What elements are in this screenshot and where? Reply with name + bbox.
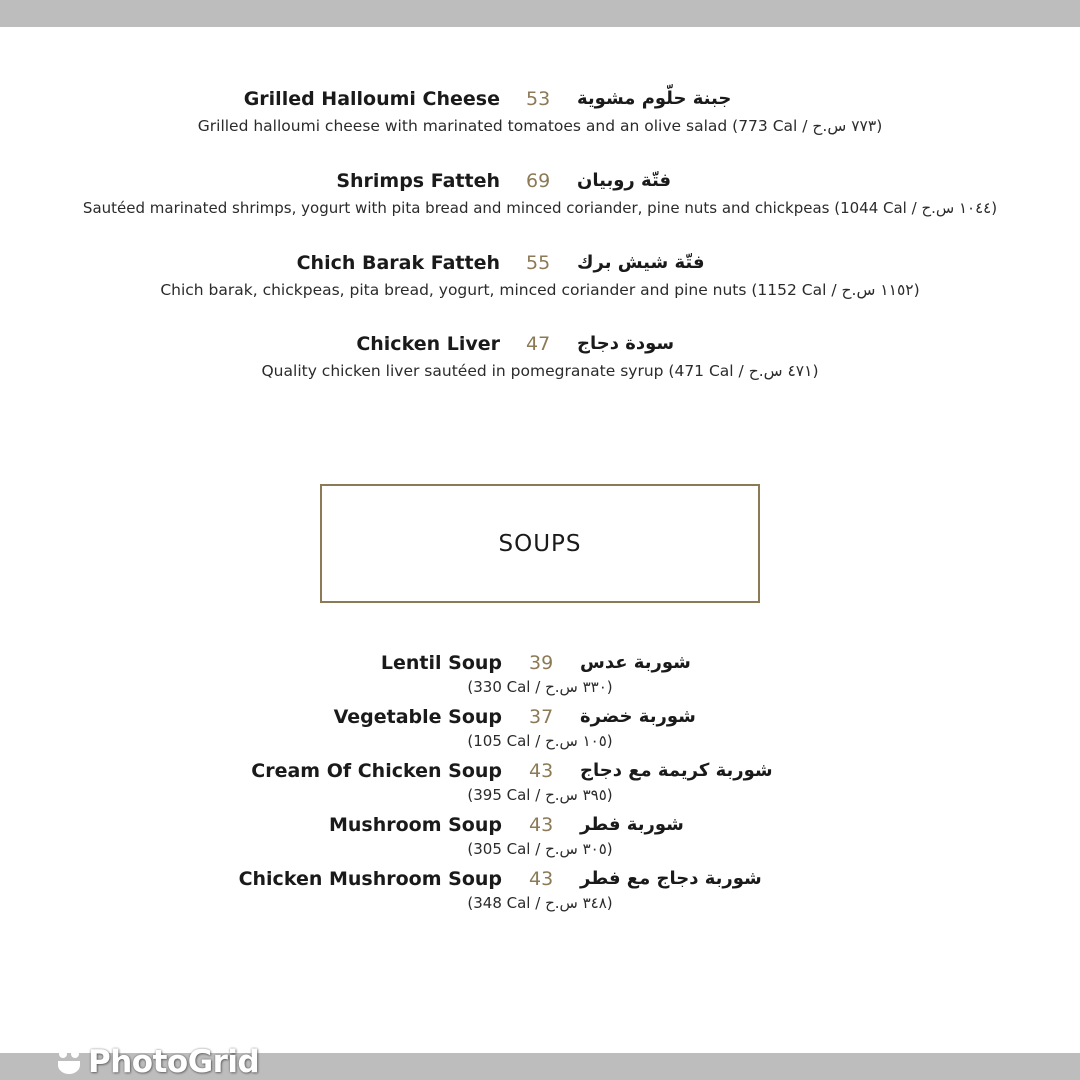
soup-name-ar: شوربة كريمة مع دجاج	[580, 760, 773, 781]
soup-calories: (305 Cal / ٣٠٥ س.ح)	[467, 840, 613, 858]
soup-item-header	[0, 811, 1080, 839]
soup-name-en: Vegetable Soup	[333, 706, 502, 728]
top-frame-bar	[0, 0, 1080, 27]
item-description: Chich barak, chickpeas, pita bread, yogurt, minced coriander and pine nuts (1152 Cal / ١١٥٢ س.ح)	[160, 281, 920, 299]
soup-name-en: Chicken Mushroom Soup	[238, 868, 502, 890]
item-name-ar: جبنة حلّوم مشوية	[577, 88, 732, 109]
item-price: 69	[526, 170, 551, 192]
soup-name-en: Mushroom Soup	[328, 814, 502, 836]
soup-name-ar: شوربة عدس	[580, 652, 691, 673]
soup-price: 43	[529, 814, 554, 836]
item-name-en: Shrimps Fatteh	[336, 170, 500, 192]
item-description: Quality chicken liver sautéed in pomegranate syrup (471 Cal / ٤٧١ س.ح)	[261, 362, 819, 380]
soup-name-en: Lentil Soup	[380, 652, 502, 674]
photogrid-logo-icon	[56, 1049, 82, 1075]
soup-name-en: Cream Of Chicken Soup	[251, 760, 502, 782]
section-header-frame	[320, 484, 760, 603]
item-description: Sautéed marinated shrimps, yogurt with pita bread and minced coriander, pine nuts and chickpeas (1044 Cal / ١٠٤٤ س.ح)	[82, 199, 998, 217]
soup-calories: (348 Cal / ٣٤٨ س.ح)	[467, 894, 613, 912]
menu-item-header	[0, 85, 1080, 113]
soup-price: 43	[529, 760, 554, 782]
item-name-en: Chich Barak Fatteh	[296, 252, 500, 274]
item-price: 53	[526, 88, 551, 110]
soup-price: 43	[529, 868, 554, 890]
watermark-text: PhotoGrid	[88, 1044, 260, 1080]
photogrid-watermark	[56, 1044, 259, 1080]
soup-price: 39	[529, 652, 554, 674]
soup-price: 37	[529, 706, 554, 728]
item-description: Grilled halloumi cheese with marinated tomatoes and an olive salad (773 Cal / ٧٧٣ س.ح)	[197, 117, 883, 135]
section-title: SOUPS	[498, 530, 582, 557]
soup-name-ar: شوربة دجاج مع فطر	[580, 868, 762, 889]
menu-item-header	[0, 330, 1080, 358]
menu-item-header	[0, 249, 1080, 277]
item-name-ar: سودة دجاج	[577, 333, 675, 354]
soup-calories: (395 Cal / ٣٩٥ س.ح)	[467, 786, 613, 804]
item-price: 55	[526, 252, 551, 274]
soup-item-header	[0, 649, 1080, 677]
item-price: 47	[526, 333, 551, 355]
item-name-ar: فتّة روبيان	[577, 170, 672, 191]
menu-item-header	[0, 167, 1080, 195]
soup-item-header	[0, 703, 1080, 731]
soup-name-ar: شوربة خضرة	[580, 706, 696, 727]
soup-calories: (330 Cal / ٣٣٠ س.ح)	[467, 678, 613, 696]
item-name-ar: فتّة شيش برك	[577, 252, 705, 273]
item-name-en: Chicken Liver	[356, 333, 500, 355]
soup-name-ar: شوربة فطر	[580, 814, 684, 835]
soup-calories: (105 Cal / ١٠٥ س.ح)	[467, 732, 613, 750]
soup-item-header	[0, 865, 1080, 893]
item-name-en: Grilled Halloumi Cheese	[243, 88, 500, 110]
soup-item-header	[0, 757, 1080, 785]
